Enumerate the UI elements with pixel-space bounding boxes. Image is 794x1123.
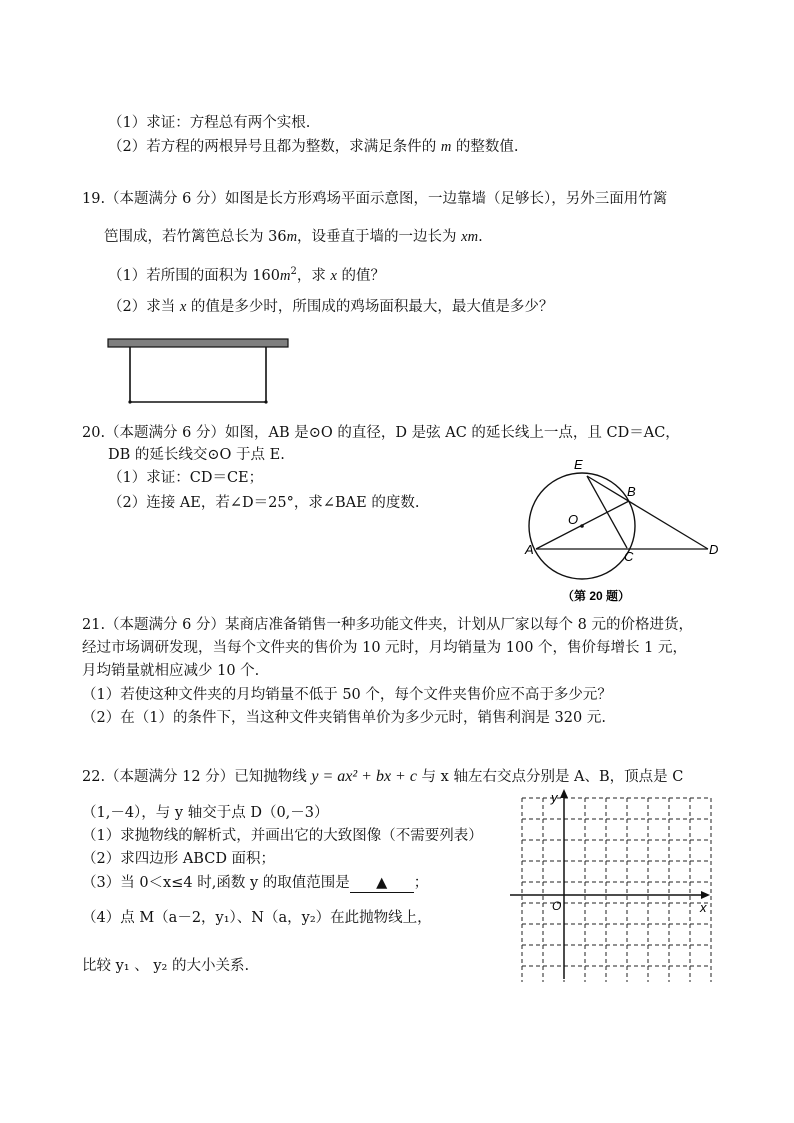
q20-part2: （2）连接 AE，若∠D＝25°，求∠BAE 的度数.	[108, 495, 420, 511]
q21-stem-line2: 经过市场调研发现，当每个文件夹的售价为 10 元时，月均销量为 100 个，售价每增长 1 元，	[82, 640, 688, 656]
label-e: E	[574, 457, 583, 472]
circle-geometry-figure	[520, 448, 730, 606]
q19-part1: （1）若所围的面积为 $160m^2$，求 x 的值？	[108, 266, 386, 284]
answer-blank: ▲	[350, 874, 414, 893]
q19-stem-line2: 笆围成，若竹篱笆总长为 36m，设垂直于墙的一边长为 xm.	[104, 229, 483, 245]
chicken-farm-diagram	[104, 336, 294, 408]
y-axis-arrow	[560, 789, 568, 798]
y-axis-label: y	[551, 790, 558, 805]
label-a: A	[525, 542, 534, 557]
q20-part1: （1）求证：CD＝CE；	[108, 470, 264, 486]
q22-part3: （3）当 0＜x≤4 时,函数 y 的取值范围是 ▲ ；	[82, 875, 429, 891]
wall-bar	[108, 339, 288, 347]
q21-stem-line3: 月均销量就相应减少 10 个.	[82, 663, 260, 679]
q21-part1: （1）若使这种文件夹的月均销量不低于 50 个，每个文件夹售价应不高于多少元？	[82, 687, 612, 703]
q18-part2: （2）若方程的两根异号且都为整数，求满足条件的 m 的整数值.	[108, 139, 519, 155]
q19-stem-line1: 19.（本题满分 6 分）如图是长方形鸡场平面示意图，一边靠墙（足够长），另外三面用竹篱	[82, 191, 668, 207]
center-point	[580, 524, 584, 528]
q22-part5: 比较 y₁ 、 y₂ 的大小关系.	[82, 958, 250, 974]
line-ed	[587, 476, 708, 549]
x-axis-arrow	[701, 891, 710, 899]
dashed-grid	[522, 798, 711, 982]
x-axis-label: x	[700, 900, 707, 915]
label-c: C	[624, 549, 634, 564]
q19-part2: （2）求当 x 的值是多少时，所围成的鸡场面积最大，最大值是多少？	[108, 299, 554, 315]
q21-part2: （2）在（1）的条件下，当这种文件夹销售单价为多少元时，销售利润是 320 元.	[82, 710, 606, 726]
q22-part2: （2）求四边形 ABCD 面积；	[82, 851, 276, 867]
q22-part4: （4）点 M（a－2，y₁）、N（a，y₂）在此抛物线上，	[82, 910, 432, 926]
fence-corner-right	[264, 400, 267, 403]
q22-stem-line1: 22.（本题满分 12 分）已知抛物线 y = ax² + bx + c 与 x 轴左右交点分别是 A、B，顶点是 C	[82, 768, 684, 785]
label-o: O	[568, 512, 579, 527]
label-b: B	[627, 484, 636, 499]
parabola-formula: y = ax² + bx + c	[311, 768, 417, 785]
label-d: D	[709, 542, 719, 557]
line-ec	[587, 476, 627, 548]
origin-label: O	[552, 899, 562, 913]
q18-part1: （1）求证：方程总有两个实根.	[108, 115, 311, 131]
q21-stem-line1: 21.（本题满分 6 分）某商店准备销售一种多功能文件夹，计划从厂家以每个 8 元的价格进货，	[82, 617, 693, 633]
q20-stem-line2: DB 的延长线交⊙O 于点 E.	[108, 447, 285, 463]
q22-stem-line2: （1,－4），与 y 轴交于点 D（0,－3）	[82, 805, 329, 821]
q22-part1: （1）求抛物线的解析式，并画出它的大致图像（不需要列表）	[82, 828, 483, 844]
figure-caption: （第 20 题）	[562, 589, 631, 603]
coordinate-grid	[508, 786, 714, 982]
fence-corner-left	[128, 400, 131, 403]
fence-outline	[130, 347, 266, 402]
q20-stem-line1: 20.（本题满分 6 分）如图，AB 是⊙O 的直径，D 是弦 AC 的延长线上一点，且 CD＝AC，	[82, 425, 680, 441]
